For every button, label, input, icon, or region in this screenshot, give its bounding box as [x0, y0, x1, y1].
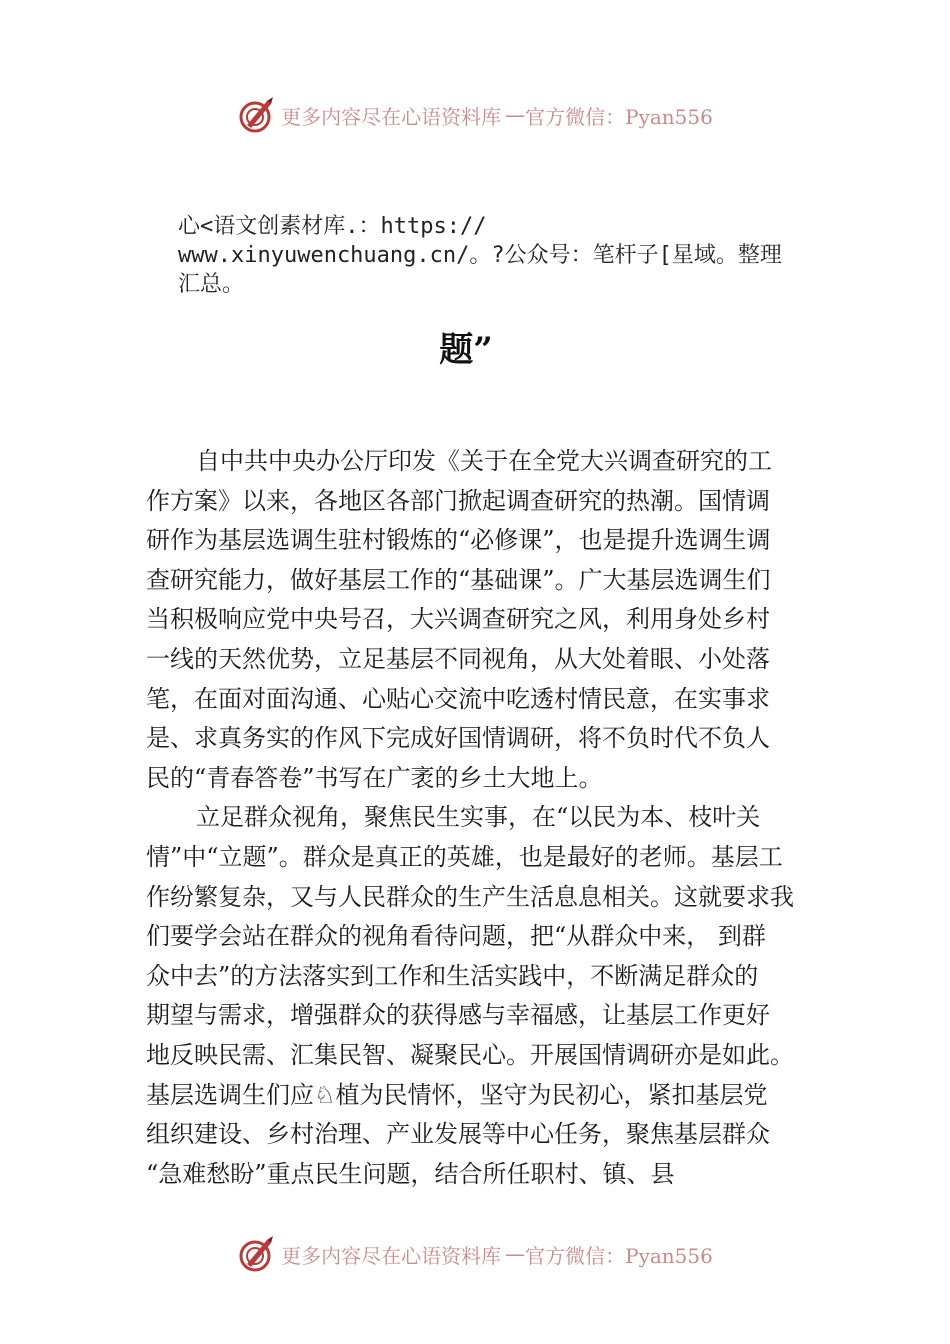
- banner-separator: —: [505, 1242, 526, 1266]
- paragraph-line: 研作为基层选调生驻村锻炼的“必修课”，也是提升选调生调: [146, 526, 771, 555]
- paragraph-line: 笔，在面对面沟通、心贴心交流中吃透村情民意，在实事求: [146, 684, 770, 713]
- document-title: 题”: [439, 330, 493, 370]
- paragraph-line: 立足群众视角，聚焦民生实事，在“以民为本、枝叶关: [196, 803, 761, 832]
- paragraph-line: “急难愁盼”重点民生问题，结合所任职村、镇、县: [146, 1159, 675, 1188]
- paragraph-line: 一线的天然优势，立足基层不同视角，从大处着眼、小处落: [146, 644, 770, 673]
- header-banner: [0, 93, 950, 137]
- banner-contact: 官方微信：Pyan556: [525, 104, 713, 129]
- source-line: www.xinyuwenchuang.cn/。?公众号：笔杆子[星域。整理: [178, 243, 782, 268]
- paragraph-line: 们要学会站在群众的视角看待问题，把“从群众中来， 到群: [146, 922, 766, 951]
- paragraph-line: 查研究能力，做好基层工作的“基础课”。广大基层选调生们: [146, 565, 771, 594]
- paragraph-line: 当积极响应党中央号召，大兴调查研究之风，利用身处乡村: [146, 605, 770, 634]
- footer-banner: [0, 1232, 950, 1276]
- source-line: 心<语文创素材库.：https://: [178, 214, 487, 239]
- pen-logo-icon: [237, 95, 277, 135]
- paragraph-line: 情”中“立题”。群众是真正的英雄，也是最好的老师。基层工: [146, 842, 783, 871]
- paragraph-line: 组织建设、乡村治理、产业发展等中心任务，聚焦基层群众: [146, 1120, 770, 1149]
- paragraph-line: 众中去”的方法落实到工作和生活实践中，不断满足群众的: [146, 961, 759, 990]
- paragraph-line: 作方案》以来，各地区各部门掀起调查研究的热潮。国情调: [146, 486, 770, 515]
- pen-logo-icon: [237, 1234, 277, 1274]
- paragraph-line: 民的“青春答卷”书写在广袤的乡土大地上。: [146, 763, 603, 792]
- banner-text: 更多内容尽在心语资料库: [281, 1243, 502, 1268]
- source-note: [178, 212, 828, 299]
- banner-contact: 官方微信：Pyan556: [525, 1243, 713, 1268]
- banner-text: 更多内容尽在心语资料库: [281, 104, 502, 129]
- document-body: [146, 442, 822, 1194]
- paragraph-line: 期望与需求，增强群众的获得感与幸福感，让基层工作更好: [146, 1001, 770, 1030]
- paragraph-line: 是、求真务实的作风下完成好国情调研，将不负时代不负人: [146, 724, 770, 753]
- banner-separator: —: [505, 103, 526, 127]
- paragraph-line: 基层选调生们应♘植为民情怀，坚守为民初心，紧扣基层党: [146, 1080, 768, 1109]
- paragraph-line: 自中共中央办公厅印发《关于在全党大兴调查研究的工: [196, 447, 772, 475]
- paragraph-line: 地反映民需、汇集民智、凝聚民心。开展国情调研亦是如此。: [146, 1040, 794, 1069]
- paragraph-line: 作纷繁复杂，又与人民群众的生产生活息息相关。这就要求我: [146, 882, 794, 911]
- source-line: 汇总。: [178, 272, 245, 297]
